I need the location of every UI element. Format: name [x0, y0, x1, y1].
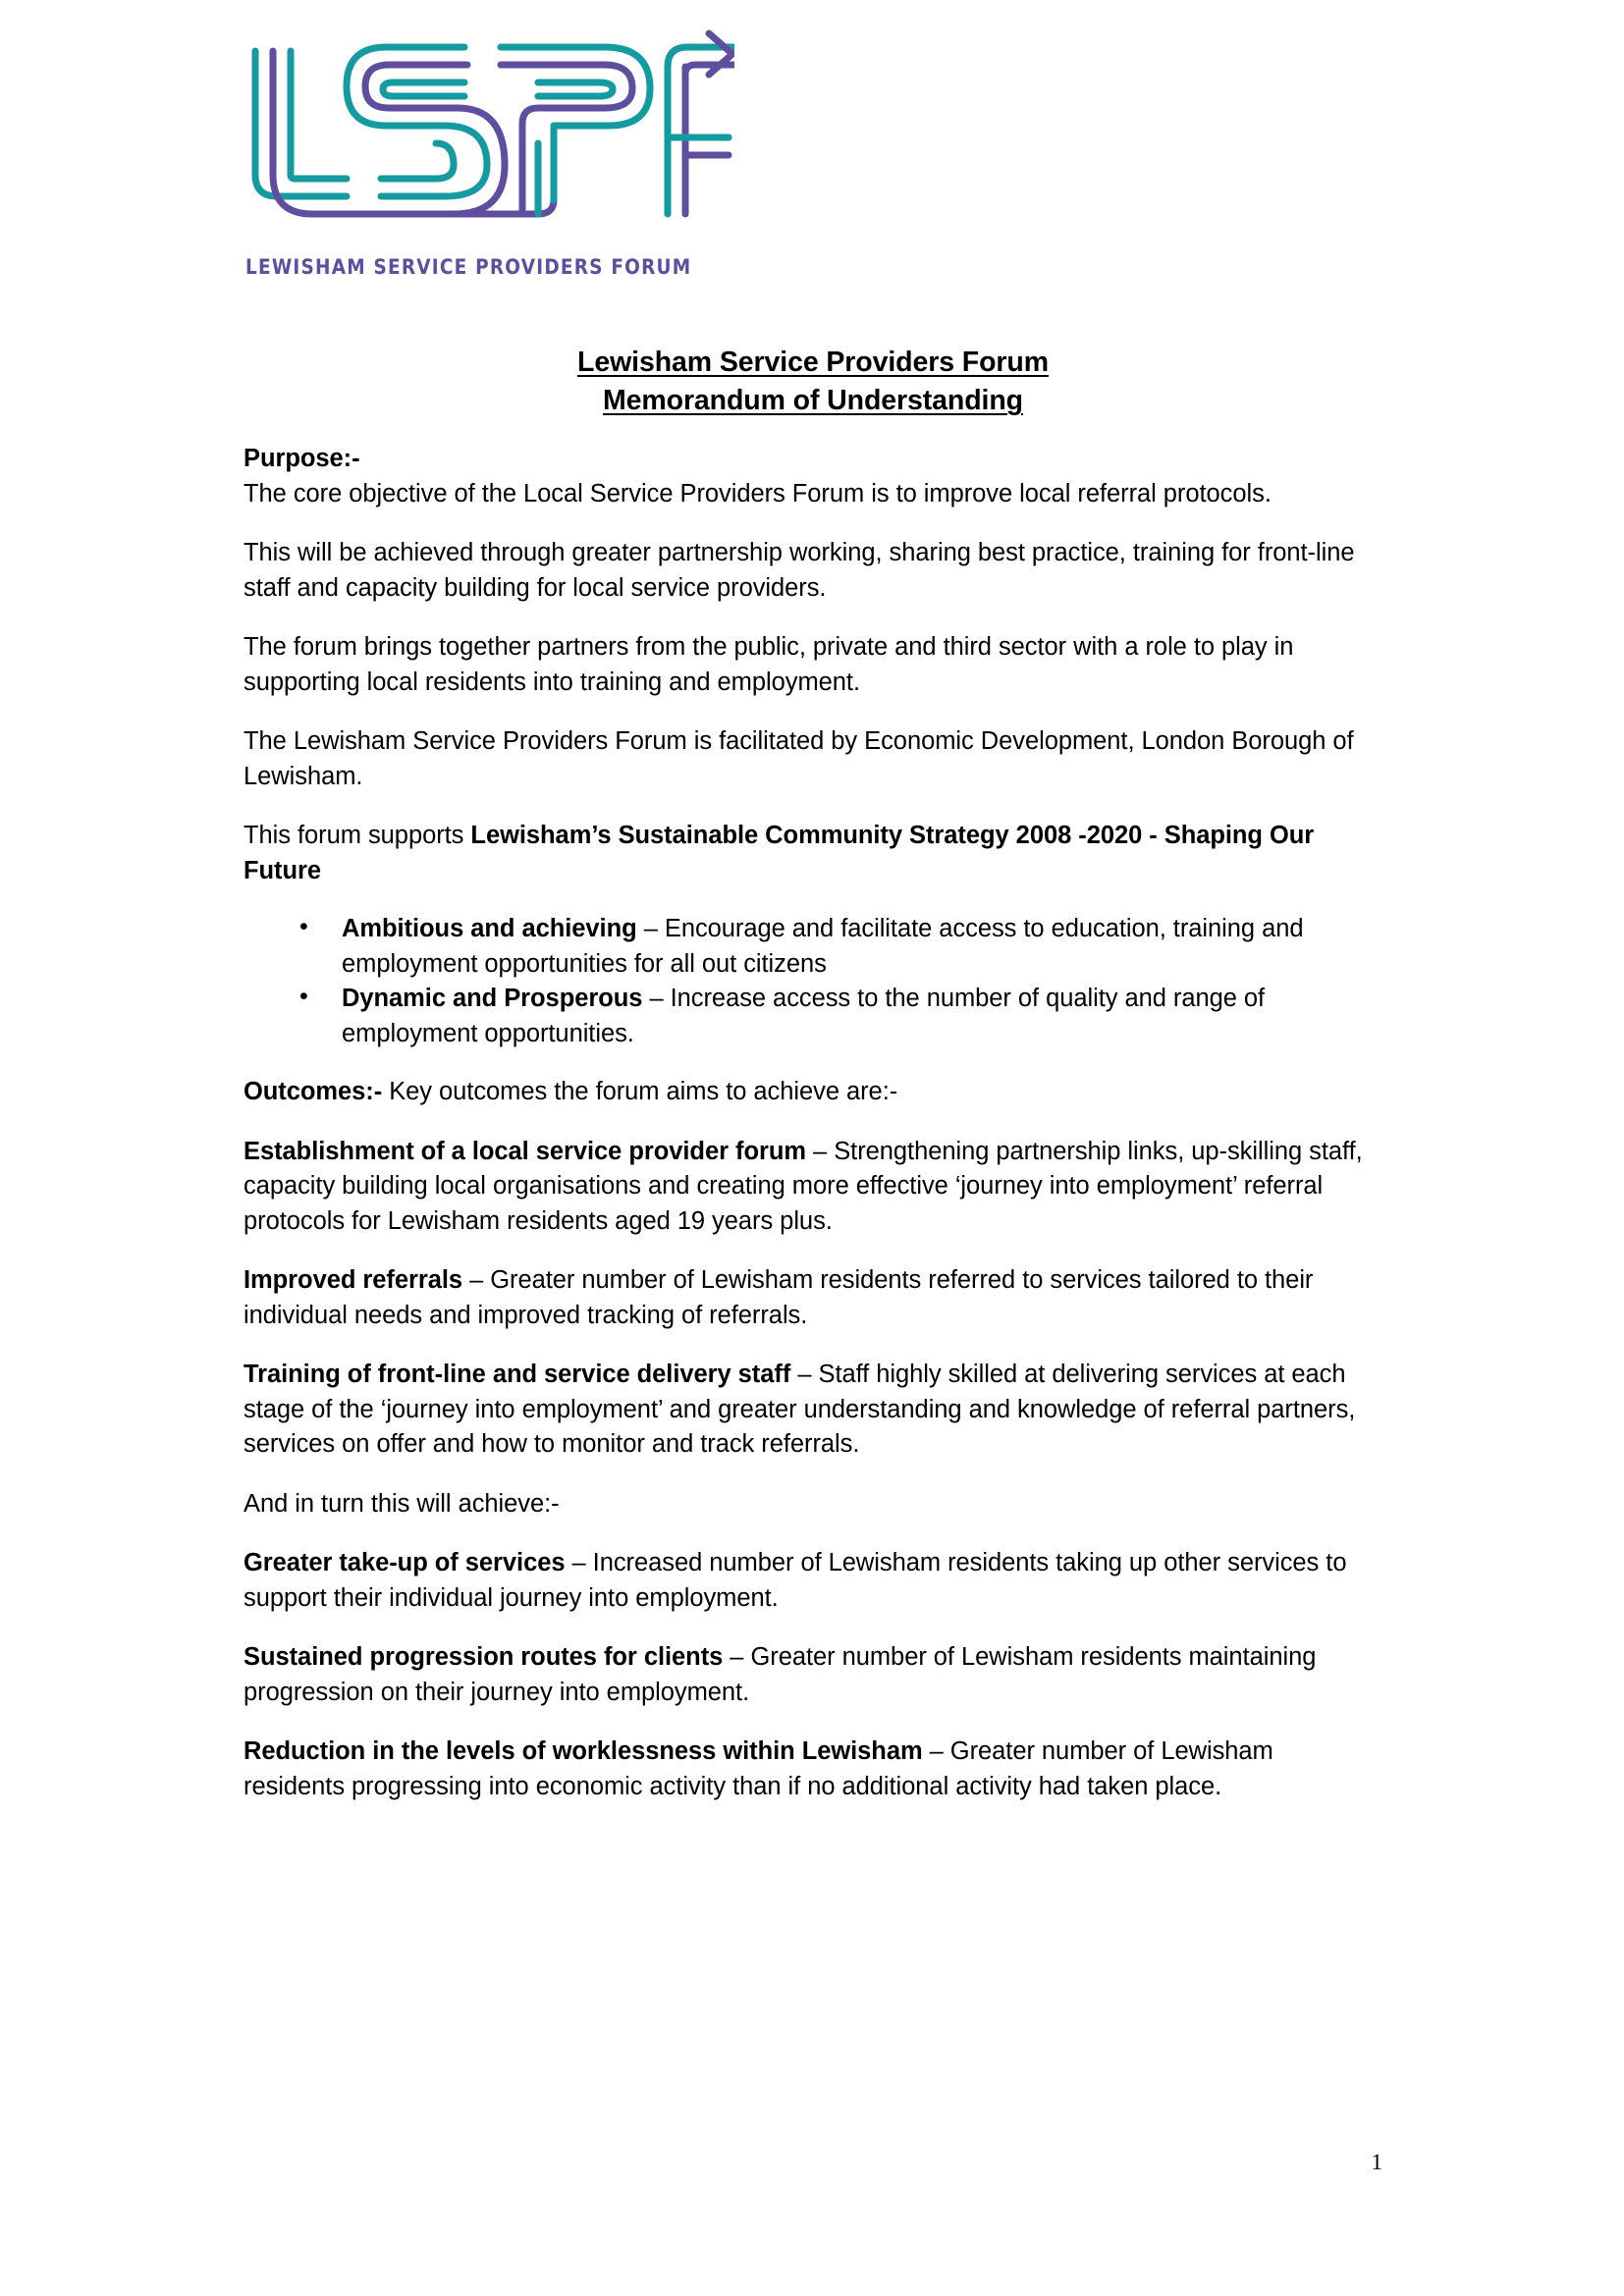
list-item	[244, 912, 1375, 982]
outcome-2-bold: Improved referrals	[244, 1266, 463, 1294]
outcome-4-rest: – Increased number of Lewisham residents taking up other services to support their individual journey into employment.	[244, 1549, 1347, 1612]
outcome-3-rest: – Staff highly skilled at delivering services at each stage of the ‘journey into employment’ and greater understanding and knowledge of referral partners, services on offer and how to monitor and track referrals.	[244, 1361, 1356, 1458]
outcome-improved-referrals	[244, 1263, 1375, 1333]
outcome-5-rest: – Greater number of Lewisham residents maintaining progression on their journey into employment.	[244, 1643, 1317, 1706]
outcome-6-bold: Reduction in the levels of worklessness within Lewisham	[244, 1737, 923, 1765]
outcome-5-bold: Sustained progression routes for clients	[244, 1643, 724, 1671]
document-body	[244, 442, 1375, 1829]
outcome-4-bold: Greater take-up of services	[244, 1549, 566, 1576]
outcome-sustained-progression	[244, 1640, 1375, 1710]
outcome-1-rest: – Strengthening partnership links, up-skilling staff, capacity building local organisations and creating more effective ‘journey into employment’ referral protocols for Lewisham residents aged 19 years plus.	[244, 1137, 1363, 1235]
logo-wordmark: LEWISHAM SERVICE PROVIDERS FORUM	[245, 255, 692, 280]
outcome-training	[244, 1358, 1375, 1463]
outcomes-intro	[244, 1075, 1375, 1110]
outcome-6-rest: – Greater number of Lewisham residents progressing into economic activity than if no additional activity had taken place.	[244, 1737, 1273, 1800]
outcomes-text: Key outcomes the forum aims to achieve are:-	[382, 1078, 898, 1105]
outcome-reduction-worklessness	[244, 1735, 1375, 1804]
bullet-1-rest: – Increase access to the number of quality and range of employment opportunities.	[342, 985, 1266, 1047]
bullet-0-bold: Ambitious and achieving	[342, 915, 637, 942]
outcomes-heading: Outcomes:-	[244, 1078, 383, 1105]
outcome-establishment	[244, 1135, 1375, 1240]
title-line-2: Memorandum of Understanding	[603, 385, 1023, 416]
outcome-2-rest: – Greater number of Lewisham residents referred to services tailored to their individual needs and improved tracking of referrals.	[244, 1266, 1314, 1329]
purpose-text: The core objective of the Local Service Providers Forum is to improve local referral protocols.	[244, 479, 1272, 507]
outcome-greater-take-up	[244, 1546, 1375, 1616]
outcome-1-bold: Establishment of a local service provider forum	[244, 1137, 806, 1165]
list-item	[244, 982, 1375, 1051]
paragraph-supports	[244, 819, 1375, 888]
bullet-0-rest: – Encourage and facilitate access to education, training and employment opportunities for all out citizens	[342, 915, 1304, 978]
lspf-arrow-icon	[244, 27, 734, 229]
paragraph-facilitated: The Lewisham Service Providers Forum is facilitated by Economic Development, London Borough of Lewisham.	[244, 727, 1354, 790]
outcome-3-bold: Training of front-line and service delivery staff	[244, 1361, 791, 1388]
page-number: 1	[1371, 2150, 1382, 2174]
paragraph-achieved: This will be achieved through greater partnership working, sharing best practice, training for front-line staff and capacity building for local service providers.	[244, 539, 1355, 602]
supports-strategy-name: Lewisham’s Sustainable Community Strategy 2008 -2020 - Shaping Our Future	[244, 822, 1315, 884]
supports-prefix: This forum supports	[244, 822, 471, 849]
title-line-1: Lewisham Service Providers Forum	[577, 347, 1049, 378]
organisation-logo	[244, 27, 734, 280]
strategy-priorities-list	[244, 912, 1375, 1051]
paragraph-forum: The forum brings together partners from the public, private and third sector with a role to play in supporting local residents into training and employment.	[244, 633, 1294, 696]
paragraph-and-in-turn: And in turn this will achieve:-	[244, 1489, 560, 1518]
bullet-1-bold: Dynamic and Prosperous	[342, 985, 643, 1012]
page-title	[244, 344, 1382, 420]
purpose-section	[244, 442, 1375, 511]
purpose-heading: Purpose:-	[244, 445, 360, 472]
